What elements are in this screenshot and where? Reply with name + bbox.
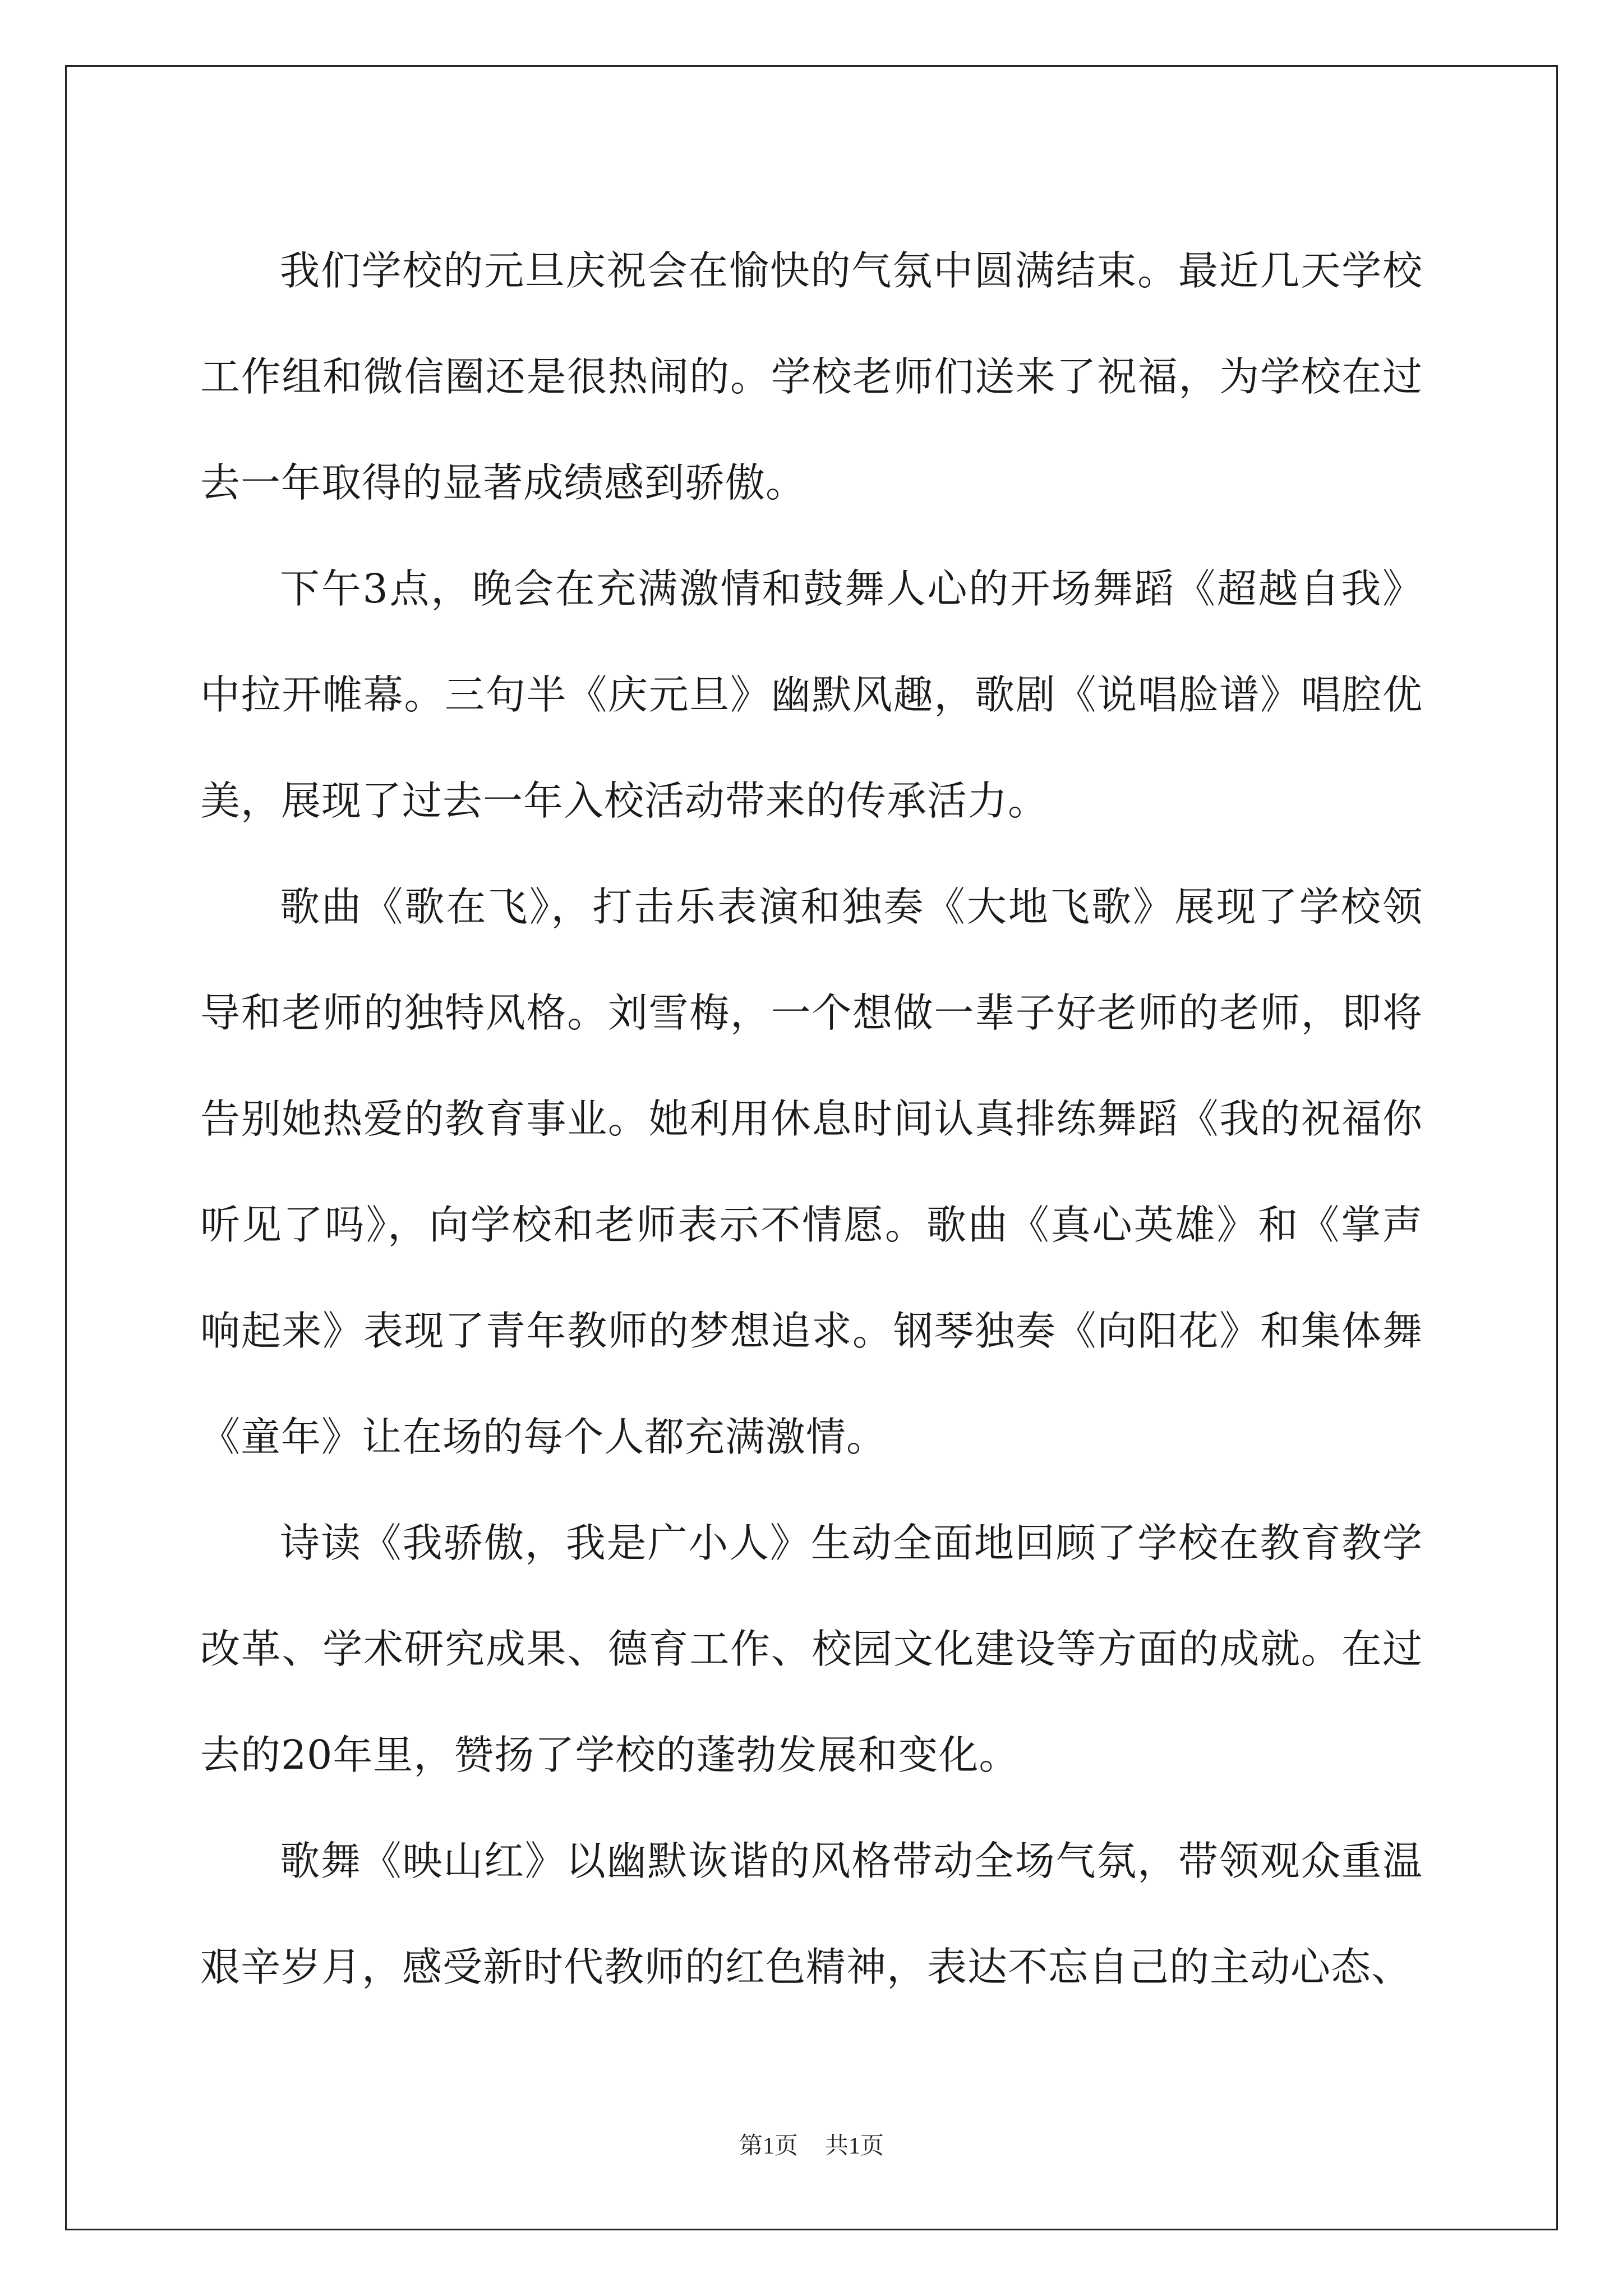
document-body: [200, 218, 1423, 2020]
page-total: 共1页: [825, 2133, 884, 2159]
paragraph-1: 我们学校的元旦庆祝会在愉快的气氛中圆满结束。最近几天学校工作组和微信圈还是很热闹的。学校老师们送来了祝福，为学校在过去一年取得的显著成绩感到骄傲。: [200, 247, 1423, 506]
page-number: 第1页: [739, 2133, 798, 2159]
paragraph-5: 歌舞《映山红》以幽默诙谐的风格带动全场气氛，带领观众重温艰辛岁月，感受新时代教师的红色精神，表达不忘自己的主动心态、: [200, 1838, 1423, 1990]
paragraph-3: 歌曲《歌在飞》，打击乐表演和独奏《大地飞歌》展现了学校领导和老师的独特风格。刘雪梅，一个想做一辈子好老师的老师，即将告别她热爱的教育事业。她利用休息时间认真排练舞蹈《我的祝福你听见了吗》，向学校和老师表示不情愿。歌曲《真心英雄》和《掌声响起来》表现了青年教师的梦想追求。钢琴独奏《向阳花》和集体舞《童年》让在场的每个人都充满激情。: [200, 884, 1423, 1460]
paragraph-2: 下午3点，晚会在充满激情和鼓舞人心的开场舞蹈《超越自我》中拉开帷幕。三句半《庆元旦》幽默风趣，歌剧《说唱脸谱》唱腔优美，展现了过去一年入校活动带来的传承活力。: [200, 565, 1423, 824]
paragraph-4: 诗读《我骄傲，我是广小人》生动全面地回顾了学校在教育教学改革、学术研究成果、德育工作、校园文化建设等方面的成就。在过去的20年里，赞扬了学校的蓬勃发展和变化。: [200, 1520, 1423, 1778]
page-footer: [0, 2127, 1623, 2161]
